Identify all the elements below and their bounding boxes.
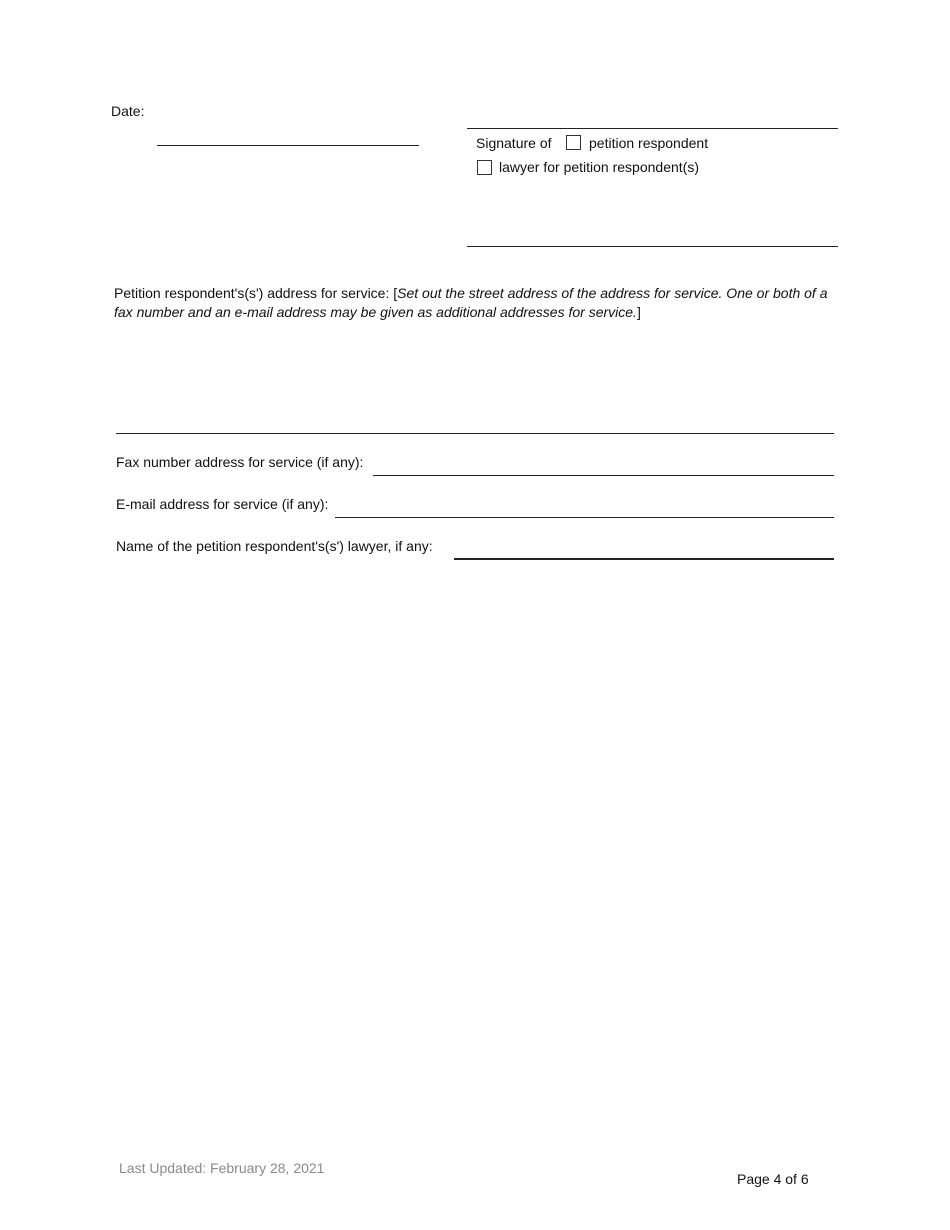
address-close-bracket: ] bbox=[636, 304, 641, 320]
lawyer-name-field-line[interactable] bbox=[454, 558, 834, 560]
fax-field-line[interactable] bbox=[373, 475, 834, 476]
signature-top-line bbox=[467, 128, 838, 129]
page-number: Page 4 of 6 bbox=[737, 1171, 809, 1187]
petition-respondent-checkbox[interactable] bbox=[566, 135, 581, 150]
lawyer-name-label: Name of the petition respondent's(s') lawyer, if any: bbox=[116, 538, 433, 554]
signature-of-label: Signature of bbox=[476, 135, 552, 151]
fax-label: Fax number address for service (if any): bbox=[116, 454, 364, 470]
address-instruction-line2 bbox=[114, 303, 641, 321]
lawyer-label: lawyer for petition respondent(s) bbox=[499, 159, 699, 175]
address-field-line[interactable] bbox=[116, 433, 834, 434]
address-instruction-2: fax number and an e-mail address may be given as additional addresses for service. bbox=[114, 304, 637, 320]
petition-respondent-label: petition respondent bbox=[589, 135, 709, 151]
lawyer-checkbox[interactable] bbox=[477, 160, 492, 175]
address-label: Petition respondent's(s') address for service: [ bbox=[114, 285, 398, 301]
address-instruction-1: Set out the street address of the address for service. One or both of a bbox=[397, 285, 828, 301]
address-instruction-line1 bbox=[114, 284, 828, 302]
date-label: Date: bbox=[111, 103, 145, 119]
email-label: E-mail address for service (if any): bbox=[116, 496, 329, 512]
signature-line[interactable] bbox=[467, 246, 838, 247]
last-updated: Last Updated: February 28, 2021 bbox=[119, 1160, 325, 1176]
date-field-line[interactable] bbox=[157, 145, 419, 146]
email-field-line[interactable] bbox=[335, 517, 834, 518]
